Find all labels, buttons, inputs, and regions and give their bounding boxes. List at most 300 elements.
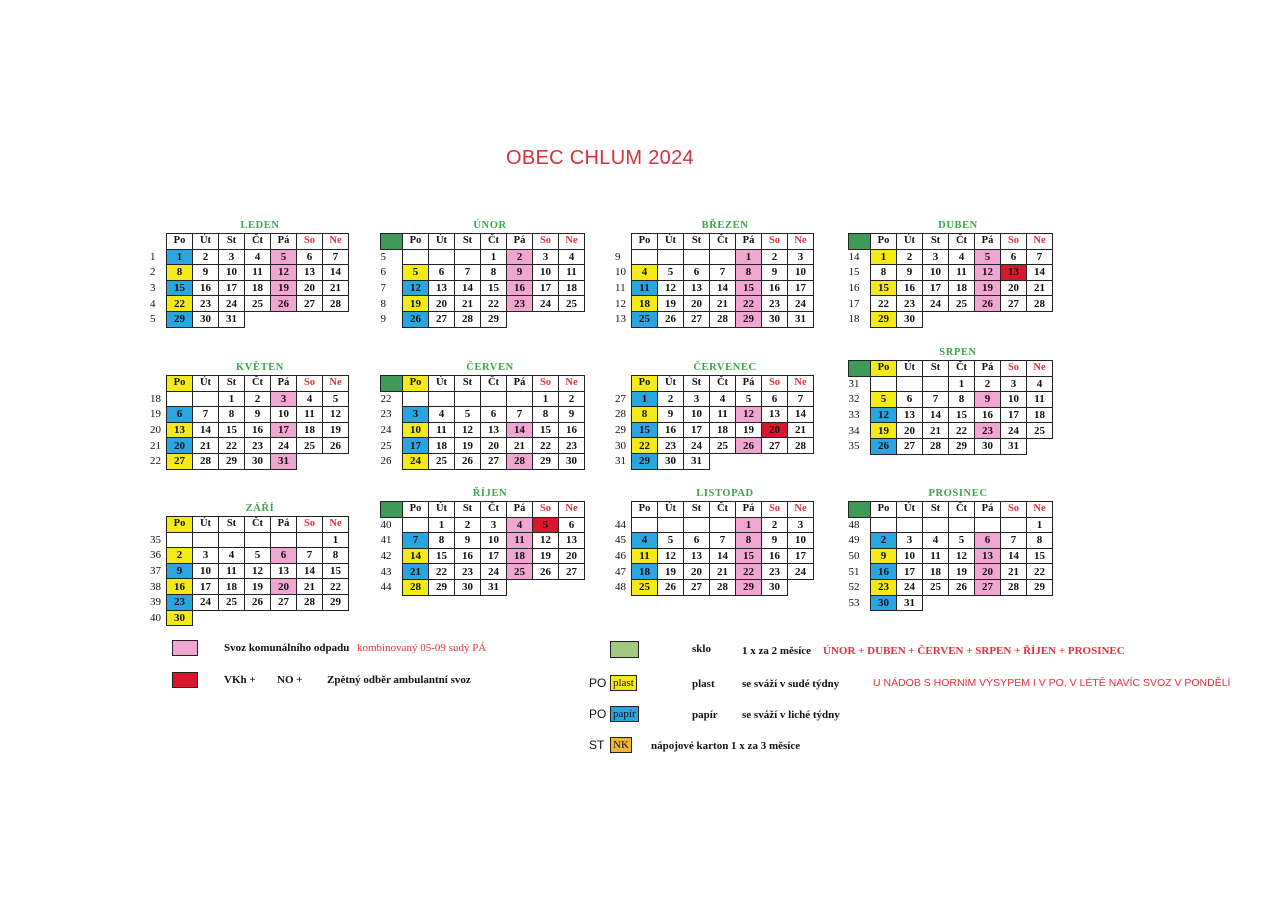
day-cell: 11 [297,407,323,423]
week-number: 7 [380,282,386,295]
day-cell: 16 [762,280,788,296]
day-cell: 26 [455,453,481,469]
day-cell: 4 [632,265,658,281]
day-cell: 19 [871,423,897,439]
empty-cell [245,311,271,327]
day-cell: 18 [710,422,736,438]
day-cell: 7 [297,548,323,564]
page-title: OBEC CHLUM 2024 [506,147,694,169]
day-cell: 30 [762,311,788,327]
day-cell: 12 [455,422,481,438]
day-cell: 1 [949,376,975,392]
day-header: So [762,376,788,392]
empty-cell [455,249,481,265]
empty-cell [632,249,658,265]
day-cell: 22 [949,423,975,439]
day-cell: 31 [1001,438,1027,454]
day-cell: 21 [710,296,736,312]
day-cell: 27 [975,579,1001,595]
day-cell: 23 [762,564,788,580]
day-cell: 25 [507,564,533,580]
day-cell: 19 [533,548,559,564]
day-cell: 18 [949,280,975,296]
day-header: So [762,234,788,250]
empty-cell [455,391,481,407]
day-header: Po [403,376,429,392]
day-header: Út [658,376,684,392]
day-cell: 12 [975,265,1001,281]
legend-zpetny: Zpětný odběr ambulantní svoz [327,674,471,686]
day-header: Ne [323,376,349,392]
day-cell: 29 [429,579,455,595]
week-number: 6 [380,266,386,279]
day-cell: 24 [788,296,814,312]
day-cell: 28 [1027,296,1053,312]
day-cell: 18 [245,280,271,296]
empty-cell [559,311,585,327]
day-cell: 28 [923,438,949,454]
day-cell: 18 [923,564,949,580]
day-cell: 22 [533,438,559,454]
day-cell: 31 [219,311,245,327]
day-header: So [762,502,788,518]
day-cell: 1 [1027,517,1053,533]
day-cell: 9 [167,563,193,579]
day-cell: 15 [533,422,559,438]
day-cell: 29 [949,438,975,454]
empty-cell [1001,595,1027,611]
day-cell: 28 [193,453,219,469]
day-cell: 9 [871,548,897,564]
day-cell: 1 [736,249,762,265]
day-header: Čt [245,376,271,392]
day-cell: 12 [736,407,762,423]
day-cell: 31 [897,595,923,611]
week-header [615,234,632,250]
day-cell: 21 [1001,564,1027,580]
day-cell: 30 [559,453,585,469]
day-cell: 26 [323,438,349,454]
day-header: St [684,376,710,392]
day-cell: 28 [788,438,814,454]
day-cell: 21 [455,296,481,312]
day-cell: 13 [762,407,788,423]
day-header: Pá [271,376,297,392]
day-cell: 28 [323,296,349,312]
day-cell: 30 [975,438,1001,454]
day-cell: 1 [871,249,897,265]
day-cell: 6 [975,533,1001,549]
day-header: Ne [788,234,814,250]
day-cell: 9 [245,407,271,423]
day-cell: 16 [193,280,219,296]
empty-cell [429,391,455,407]
empty-cell [219,532,245,548]
day-cell: 5 [245,548,271,564]
empty-cell [245,610,271,626]
week-header [615,376,632,392]
day-header: Út [429,502,455,518]
day-cell: 3 [788,517,814,533]
empty-cell [167,391,193,407]
day-cell: 9 [658,407,684,423]
day-cell: 9 [507,265,533,281]
day-cell: 13 [271,563,297,579]
empty-cell [193,391,219,407]
legend-nk: nápojové karton 1 x za 3 měsíce [651,740,801,752]
empty-cell [193,532,219,548]
day-header: Čt [481,234,507,250]
day-cell: 10 [788,533,814,549]
day-cell: 1 [429,517,455,533]
week-number: 18 [150,392,161,405]
day-cell: 13 [559,533,585,549]
week-number: 3 [150,282,156,295]
empty-cell [897,376,923,392]
day-header: Pá [507,502,533,518]
week-number: 9 [615,250,621,263]
day-cell: 26 [658,311,684,327]
day-cell: 18 [1027,407,1053,423]
day-header: Po [871,502,897,518]
day-cell: 8 [632,407,658,423]
empty-cell [632,517,658,533]
empty-cell [167,532,193,548]
day-cell: 20 [975,564,1001,580]
day-cell: 12 [245,563,271,579]
day-cell: 31 [481,579,507,595]
day-cell: 19 [403,296,429,312]
day-cell: 12 [403,280,429,296]
empty-cell [949,311,975,327]
day-cell: 22 [219,438,245,454]
day-cell: 10 [193,563,219,579]
day-cell: 8 [1027,533,1053,549]
week-number: 45 [615,534,626,547]
day-cell: 24 [193,594,219,610]
week-number: 50 [848,550,860,563]
month-name: LISTOPAD [696,488,754,499]
day-cell: 11 [923,548,949,564]
day-header: Čt [710,376,736,392]
day-cell: 28 [403,579,429,595]
day-cell: 26 [949,579,975,595]
day-header: St [455,234,481,250]
empty-cell [684,249,710,265]
day-cell: 2 [559,391,585,407]
day-cell: 18 [507,548,533,564]
day-cell: 5 [323,391,349,407]
week-number: 22 [380,393,392,406]
day-cell: 25 [632,579,658,595]
day-cell: 30 [193,311,219,327]
day-cell: 17 [219,280,245,296]
legend-po-papir: PO [589,707,607,721]
week-number: 18 [848,313,860,326]
day-cell: 28 [455,311,481,327]
week-number: 14 [848,251,860,264]
empty-cell [871,517,897,533]
day-header: St [219,517,245,533]
day-cell: 10 [684,407,710,423]
day-cell: 27 [429,311,455,327]
empty-cell [949,595,975,611]
day-cell: 9 [897,265,923,281]
day-cell: 13 [481,422,507,438]
day-cell: 10 [219,265,245,281]
week-number: 48 [615,581,626,594]
day-cell: 17 [403,438,429,454]
day-cell: 19 [323,422,349,438]
week-number: 53 [848,596,860,609]
day-cell: 2 [167,548,193,564]
day-cell: 1 [632,391,658,407]
week-number: 35 [848,440,860,453]
day-cell: 4 [297,391,323,407]
day-cell: 14 [323,265,349,281]
week-number: 25 [380,439,392,452]
green-flag [381,502,403,518]
legend-plast-note: U NÁDOB S HORNÍM VÝSYPEM I V PO, V LÉTĚ NAVÍC SVOZ V PONDĚLÍ [873,677,1231,689]
empty-cell [871,376,897,392]
day-header: St [923,234,949,250]
day-header: Po [403,234,429,250]
day-cell: 29 [219,453,245,469]
day-header: So [533,502,559,518]
empty-cell [1027,311,1053,327]
week-number: 32 [848,393,860,406]
week-number: 29 [615,424,626,437]
day-header: Pá [507,376,533,392]
empty-cell [788,579,814,595]
empty-cell [297,532,323,548]
empty-cell [323,610,349,626]
plast-box: plast [610,675,637,691]
day-cell: 6 [684,265,710,281]
day-header: Čt [710,502,736,518]
day-cell: 9 [455,533,481,549]
day-cell: 17 [271,422,297,438]
day-cell: 27 [684,579,710,595]
day-cell: 10 [403,422,429,438]
day-cell: 7 [923,392,949,408]
day-header: St [684,234,710,250]
day-cell: 29 [533,453,559,469]
day-header: Po [403,502,429,518]
day-cell: 24 [897,579,923,595]
day-cell: 9 [975,392,1001,408]
day-cell: 5 [271,249,297,265]
day-cell: 4 [507,517,533,533]
day-header: Po [167,234,193,250]
day-cell: 2 [507,249,533,265]
day-cell: 11 [245,265,271,281]
day-header: Po [167,517,193,533]
day-header: Ne [323,517,349,533]
day-cell: 17 [533,280,559,296]
day-cell: 5 [871,392,897,408]
day-cell: 20 [684,564,710,580]
week-header [150,234,167,250]
day-cell: 9 [762,265,788,281]
month-name: ÚNOR [473,220,507,231]
nk-box: NK [610,737,632,753]
day-cell: 15 [632,422,658,438]
day-header: Ne [559,234,585,250]
day-cell: 3 [403,407,429,423]
day-cell: 14 [1027,265,1053,281]
day-header: Út [658,502,684,518]
day-cell: 4 [710,391,736,407]
day-cell: 26 [871,438,897,454]
day-header: Pá [975,234,1001,250]
day-cell: 19 [658,296,684,312]
day-header: Ne [323,234,349,250]
day-cell: 7 [710,265,736,281]
day-cell: 6 [429,265,455,281]
day-cell: 16 [507,280,533,296]
legend-sklo: sklo [692,643,711,655]
day-header: Ne [788,502,814,518]
day-cell: 18 [559,280,585,296]
empty-cell [975,517,1001,533]
legend-vkh: VKh + [224,674,256,686]
week-number: 49 [848,534,860,547]
day-cell: 22 [871,296,897,312]
week-number: 9 [380,313,386,326]
day-cell: 22 [632,438,658,454]
day-cell: 10 [788,265,814,281]
day-cell: 12 [658,548,684,564]
day-header: Pá [736,502,762,518]
day-cell: 25 [1027,423,1053,439]
day-header: St [455,376,481,392]
day-header: Po [632,234,658,250]
day-cell: 16 [658,422,684,438]
day-header: Čt [949,361,975,377]
week-number: 10 [615,266,626,279]
week-number: 28 [615,408,626,421]
day-cell: 19 [245,579,271,595]
day-cell: 5 [658,533,684,549]
week-number: 46 [615,550,626,563]
day-cell: 18 [429,438,455,454]
day-header: Po [632,376,658,392]
day-header: Út [429,376,455,392]
day-cell: 25 [710,438,736,454]
day-cell: 21 [297,579,323,595]
empty-cell [403,391,429,407]
day-cell: 15 [871,280,897,296]
day-cell: 2 [245,391,271,407]
week-number: 31 [848,378,860,391]
day-cell: 20 [559,548,585,564]
day-cell: 23 [658,438,684,454]
day-cell: 7 [403,533,429,549]
day-cell: 29 [323,594,349,610]
day-cell: 30 [245,453,271,469]
day-cell: 1 [533,391,559,407]
day-cell: 10 [923,265,949,281]
day-header: Ne [559,502,585,518]
day-cell: 21 [193,438,219,454]
day-cell: 8 [429,533,455,549]
red-swatch [172,672,198,688]
green-flag [849,502,871,518]
empty-cell [658,249,684,265]
day-cell: 18 [632,296,658,312]
day-cell: 12 [949,548,975,564]
day-cell: 26 [736,438,762,454]
week-number: 51 [848,565,860,578]
day-cell: 31 [684,453,710,469]
day-cell: 13 [975,548,1001,564]
legend-plast-freq: se sváží v sudé týdny [742,678,840,690]
day-cell: 8 [949,392,975,408]
day-cell: 7 [455,265,481,281]
day-header: So [1001,234,1027,250]
day-cell: 31 [271,453,297,469]
day-cell: 23 [167,594,193,610]
week-number: 20 [150,424,161,437]
day-header: Pá [507,234,533,250]
day-cell: 3 [271,391,297,407]
week-number: 22 [150,455,161,468]
empty-cell [323,453,349,469]
week-number: 4 [150,297,156,310]
day-cell: 11 [429,422,455,438]
day-cell: 16 [762,548,788,564]
day-header: Pá [271,234,297,250]
day-header: St [455,502,481,518]
day-header: Po [632,502,658,518]
day-header: Po [871,361,897,377]
empty-cell [1001,311,1027,327]
day-cell: 16 [975,407,1001,423]
empty-cell [297,453,323,469]
empty-cell [507,391,533,407]
day-cell: 31 [788,311,814,327]
day-cell: 14 [507,422,533,438]
day-cell: 8 [481,265,507,281]
day-cell: 9 [193,265,219,281]
day-cell: 6 [559,517,585,533]
day-cell: 13 [684,548,710,564]
day-header: Út [193,234,219,250]
day-cell: 20 [762,422,788,438]
day-cell: 18 [632,564,658,580]
day-cell: 7 [193,407,219,423]
week-number: 13 [615,313,626,326]
day-header: Pá [975,361,1001,377]
day-header: Út [429,234,455,250]
day-cell: 27 [684,311,710,327]
day-cell: 6 [1001,249,1027,265]
day-cell: 20 [1001,280,1027,296]
week-number: 23 [380,408,392,421]
day-header: Čt [245,517,271,533]
day-cell: 6 [684,533,710,549]
month-name: PROSINEC [928,488,988,499]
week-number: 40 [380,519,392,532]
day-header: Út [658,234,684,250]
day-cell: 5 [533,517,559,533]
day-cell: 15 [736,280,762,296]
week-number: 37 [150,565,161,578]
day-cell: 20 [429,296,455,312]
legend-papir: papír [692,709,718,721]
legend-no: NO + [277,674,303,686]
